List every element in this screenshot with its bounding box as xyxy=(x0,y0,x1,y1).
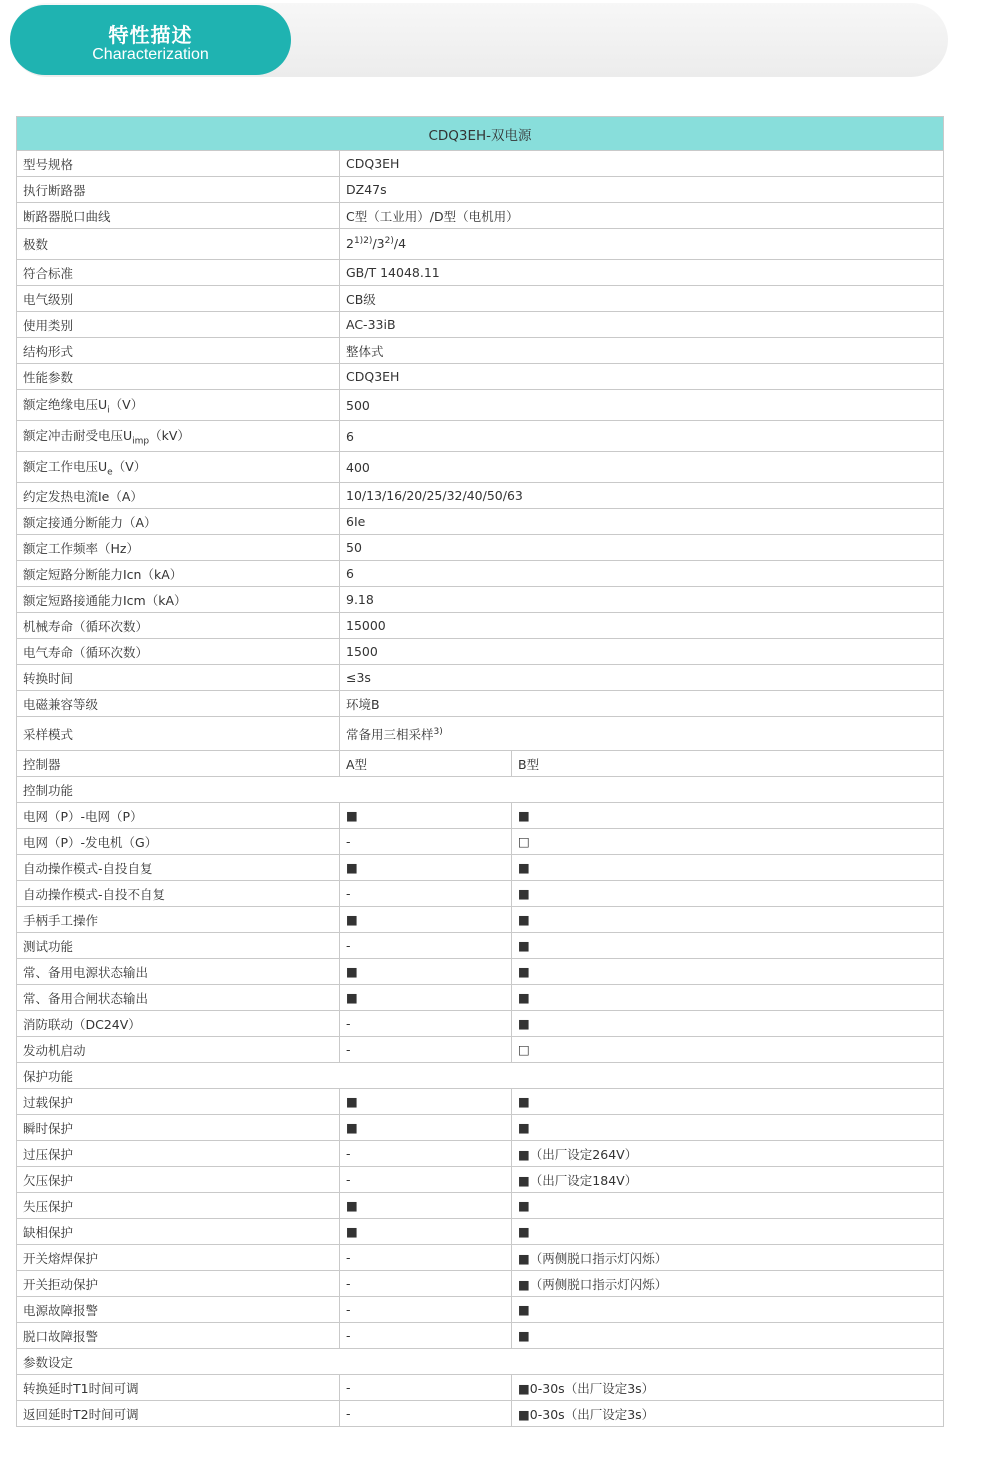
row-value: 15000 xyxy=(340,613,944,639)
col-a-header: A型 xyxy=(340,751,512,777)
table-row xyxy=(17,855,944,881)
row-value: 环境B xyxy=(340,691,944,717)
row-label: 额定绝缘电压$U_i(V)$ xyxy=(17,390,340,421)
row-value-b: ■ xyxy=(512,881,944,907)
row-label: 失压保护 xyxy=(17,1193,340,1219)
badge-title-en: Characterization xyxy=(92,46,209,63)
row-value: CB级 xyxy=(340,286,944,312)
table-row xyxy=(17,177,944,203)
row-value-b: ■0-30s（出厂设定3s） xyxy=(512,1375,944,1401)
row-value-a: - xyxy=(340,1297,512,1323)
row-label: 过载保护 xyxy=(17,1089,340,1115)
row-label: 额定接通分断能力（A） xyxy=(17,509,340,535)
row-label: 控制器 xyxy=(17,751,340,777)
row-value-b: ■（出厂设定264V） xyxy=(512,1141,944,1167)
row-label: 额定工作频率（Hz） xyxy=(17,535,340,561)
row-value-a: - xyxy=(340,1141,512,1167)
table-row xyxy=(17,1037,944,1063)
row-label: 过压保护 xyxy=(17,1141,340,1167)
table-row xyxy=(17,286,944,312)
table-row xyxy=(17,985,944,1011)
table-row xyxy=(17,1401,944,1427)
row-value: C型（工业用）/D型（电机用） xyxy=(340,203,944,229)
row-value-b: ■（出厂设定184V） xyxy=(512,1167,944,1193)
row-value: 500 xyxy=(340,390,944,421)
table-row xyxy=(17,421,944,452)
row-value: CDQ3EH xyxy=(340,364,944,390)
row-label: 型号规格 xyxy=(17,151,340,177)
table-row xyxy=(17,151,944,177)
table-row xyxy=(17,829,944,855)
row-value-a: - xyxy=(340,1011,512,1037)
table-row xyxy=(17,639,944,665)
row-label: 断路器脱口曲线 xyxy=(17,203,340,229)
row-value: 50 xyxy=(340,535,944,561)
row-value-b: ■ xyxy=(512,1011,944,1037)
table-row xyxy=(17,203,944,229)
row-label: 开关拒动保护 xyxy=(17,1271,340,1297)
row-label: 缺相保护 xyxy=(17,1219,340,1245)
table-row xyxy=(17,229,944,260)
row-label: 机械寿命（循环次数） xyxy=(17,613,340,639)
table-title: CDQ3EH-双电源 xyxy=(17,117,944,151)
row-value-b: ■ xyxy=(512,803,944,829)
row-label: 手柄手工操作 xyxy=(17,907,340,933)
table-row xyxy=(17,1115,944,1141)
param-rows xyxy=(17,1375,944,1427)
row-label: 极数 xyxy=(17,229,340,260)
table-row xyxy=(17,1271,944,1297)
table-row xyxy=(17,717,944,751)
table-row xyxy=(17,613,944,639)
section-row xyxy=(17,777,944,803)
row-value-a: ■ xyxy=(340,907,512,933)
row-value-b: ■ xyxy=(512,1115,944,1141)
col-b-header: B型 xyxy=(512,751,944,777)
row-value-b: ■ xyxy=(512,1089,944,1115)
table-row xyxy=(17,1141,944,1167)
row-value-b: ■ xyxy=(512,1297,944,1323)
row-value: 6Ie xyxy=(340,509,944,535)
row-label: 开关熔焊保护 xyxy=(17,1245,340,1271)
row-label: 常、备用电源状态输出 xyxy=(17,959,340,985)
section-title: 保护功能 xyxy=(17,1063,944,1089)
row-value: AC-33iB xyxy=(340,312,944,338)
row-value-a: ■ xyxy=(340,855,512,881)
row-value: $2^{1)2)}/3^{2)}/4$ xyxy=(340,229,944,260)
row-label: 额定工作电压$U_e(V)$ xyxy=(17,452,340,483)
row-value-b: ■ xyxy=(512,1323,944,1349)
row-value-a: - xyxy=(340,1037,512,1063)
row-value: ≤3s xyxy=(340,665,944,691)
table-row xyxy=(17,364,944,390)
row-label: 自动操作模式-自投自复 xyxy=(17,855,340,881)
table-row xyxy=(17,881,944,907)
row-value: 6 xyxy=(340,561,944,587)
row-value-a: ■ xyxy=(340,1193,512,1219)
row-label: 使用类别 xyxy=(17,312,340,338)
row-value-a: - xyxy=(340,933,512,959)
row-label: 结构形式 xyxy=(17,338,340,364)
row-value-b: ■ xyxy=(512,985,944,1011)
table-row xyxy=(17,452,944,483)
row-label: 测试功能 xyxy=(17,933,340,959)
row-value-a: ■ xyxy=(340,1219,512,1245)
table-row xyxy=(17,1297,944,1323)
row-value-b: ■0-30s（出厂设定3s） xyxy=(512,1401,944,1427)
row-label: 返回延时T2时间可调 xyxy=(17,1401,340,1427)
row-value-a: - xyxy=(340,1375,512,1401)
spec-table xyxy=(16,116,944,1427)
row-label: 电磁兼容等级 xyxy=(17,691,340,717)
row-value-a: ■ xyxy=(340,1115,512,1141)
row-label: 额定短路分断能力Icn（kA） xyxy=(17,561,340,587)
row-label: 消防联动（DC24V） xyxy=(17,1011,340,1037)
row-label: 脱口故障报警 xyxy=(17,1323,340,1349)
row-value-a: ■ xyxy=(340,803,512,829)
row-value-b: ■ xyxy=(512,855,944,881)
section-title: 控制功能 xyxy=(17,777,944,803)
table-row xyxy=(17,535,944,561)
row-label: 执行断路器 xyxy=(17,177,340,203)
table-row xyxy=(17,1245,944,1271)
section-badge xyxy=(10,5,291,75)
section-title: 参数设定 xyxy=(17,1349,944,1375)
control-rows xyxy=(17,803,944,1063)
row-label: 常、备用合闸状态输出 xyxy=(17,985,340,1011)
row-label: 电气级别 xyxy=(17,286,340,312)
section-row xyxy=(17,1063,944,1089)
row-value-a: ■ xyxy=(340,959,512,985)
table-row xyxy=(17,665,944,691)
row-value: DZ47s xyxy=(340,177,944,203)
table-row xyxy=(17,587,944,613)
row-value-b: □ xyxy=(512,1037,944,1063)
row-value-a: - xyxy=(340,881,512,907)
row-value-b: ■（两侧脱口指示灯闪烁） xyxy=(512,1245,944,1271)
row-label: 电气寿命（循环次数） xyxy=(17,639,340,665)
row-label: 发动机启动 xyxy=(17,1037,340,1063)
row-value-b: ■ xyxy=(512,959,944,985)
table-row xyxy=(17,483,944,509)
row-value-a: ■ xyxy=(340,985,512,1011)
row-value-a: - xyxy=(340,1401,512,1427)
row-value-a: - xyxy=(340,1271,512,1297)
row-value: CDQ3EH xyxy=(340,151,944,177)
row-label: 电源故障报警 xyxy=(17,1297,340,1323)
row-label: 欠压保护 xyxy=(17,1167,340,1193)
row-value-a: - xyxy=(340,1167,512,1193)
row-value-a: - xyxy=(340,829,512,855)
row-label: 采样模式 xyxy=(17,717,340,751)
row-value-b: ■ xyxy=(512,1193,944,1219)
row-value: 10/13/16/20/25/32/40/50/63 xyxy=(340,483,944,509)
table-row xyxy=(17,1375,944,1401)
protect-rows xyxy=(17,1089,944,1349)
row-value: GB/T 14048.11 xyxy=(340,260,944,286)
table-row xyxy=(17,1011,944,1037)
row-label: 额定冲击耐受电压$U_{imp}(kV)$ xyxy=(17,421,340,452)
row-value-b: ■（两侧脱口指示灯闪烁） xyxy=(512,1271,944,1297)
table-row xyxy=(17,933,944,959)
table-row xyxy=(17,1167,944,1193)
row-value-b: □ xyxy=(512,829,944,855)
row-value-a: - xyxy=(340,1245,512,1271)
table-row xyxy=(17,959,944,985)
row-value: 400 xyxy=(340,452,944,483)
row-label: 自动操作模式-自投不自复 xyxy=(17,881,340,907)
table-row xyxy=(17,1219,944,1245)
row-label: 约定发热电流Ie（A） xyxy=(17,483,340,509)
row-label: 符合标准 xyxy=(17,260,340,286)
badge-title-cn: 特性描述 xyxy=(108,23,193,47)
table-row xyxy=(17,338,944,364)
row-value-b: ■ xyxy=(512,933,944,959)
row-label: 额定短路接通能力Icm（kA） xyxy=(17,587,340,613)
row-value: 1500 xyxy=(340,639,944,665)
controller-row xyxy=(17,751,944,777)
row-label: 转换延时T1时间可调 xyxy=(17,1375,340,1401)
table-row xyxy=(17,1193,944,1219)
row-value: 6 xyxy=(340,421,944,452)
row-value-b: ■ xyxy=(512,907,944,933)
table-row xyxy=(17,260,944,286)
row-value-a: - xyxy=(340,1323,512,1349)
row-value: 9.18 xyxy=(340,587,944,613)
row-value-b: ■ xyxy=(512,1219,944,1245)
row-label: 性能参数 xyxy=(17,364,340,390)
row-label: 电网（P）-发电机（G） xyxy=(17,829,340,855)
table-row xyxy=(17,1323,944,1349)
table-row xyxy=(17,561,944,587)
table-row xyxy=(17,1089,944,1115)
table-row xyxy=(17,803,944,829)
table-row xyxy=(17,390,944,421)
row-value: 整体式 xyxy=(340,338,944,364)
row-value: 常备用三相采样$^{3)}$ xyxy=(340,717,944,751)
table-row xyxy=(17,509,944,535)
row-value-a: ■ xyxy=(340,1089,512,1115)
row-label: 电网（P）-电网（P） xyxy=(17,803,340,829)
table-row xyxy=(17,312,944,338)
table-row xyxy=(17,907,944,933)
table-row xyxy=(17,691,944,717)
row-label: 瞬时保护 xyxy=(17,1115,340,1141)
row-label: 转换时间 xyxy=(17,665,340,691)
section-row xyxy=(17,1349,944,1375)
